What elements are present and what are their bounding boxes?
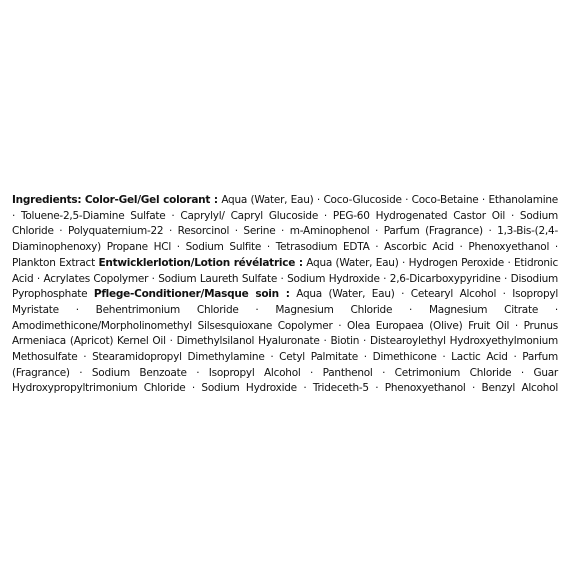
color-gel-ingredients: Aqua (Water, Eau) · Coco-Glucoside · Coco-Betaine · Ethanolamine · Toluene-2,5-Diamine Sulfate · Caprylyl/ Capryl Glucoside · PEG-60 Hydrogenated Castor Oil · Sodium Chloride · Polyquaternium-22 · Resorcinol · Serine · m-Aminophenol · Parfum (Fragrance) · 1,3-Bis-(2,4-Diaminophenoxy) Propane HCl · Sodium Sulfite · Tetrasodium EDTA · Ascorbic Acid · Phenoxyethanol · Plankton Extract: [12, 194, 558, 269]
conditioner-ingredients: Aqua (Water, Eau) · Cetearyl Alcohol · Isopropyl Myristate · Behentrimonium Chloride · Magnesium Chloride · Magnesium Citrate · Amodimethicone/Morpholinomethyl Silsesquioxane Copolymer · Olea Europaea (Olive) Fruit Oil · Prunus Armeniaca (Apricot) Kernel Oil · Dimethylsilanol Hyaluronate · Biotin · Distearoylethyl Hydroxyethylmonium Methosulfate · Stearamidopropyl Dimethylamine · Cetyl Palmitate · Dimethicone · Lactic Acid · Parfum (Fragrance) · Sodium Benzoate · Isopropyl Alcohol · Panthenol · Cetrimonium Chloride · Guar Hydroxypropyltrimonium Chloride · Sodium Hydroxide · Trideceth-5 · Phenoxyethanol · Benzyl Alcohol: [12, 288, 558, 395]
ingredients-heading: Ingredients:: [12, 194, 82, 206]
developer-lotion-label: Entwicklerlotion/Lotion révélatrice :: [98, 256, 303, 269]
developer-lotion-ingredients: Aqua (Water, Eau) · Hydrogen Peroxide · Etidronic Acid · Acrylates Copolymer · Sodium Laureth Sulfate · Sodium Hydroxide · 2,6-Dicarboxypyridine · Disodium Pyrophosphate: [12, 256, 558, 301]
color-gel-label: Color-Gel/Gel colorant :: [84, 194, 218, 206]
conditioner-label: Pflege-Conditioner/Masque soin :: [93, 288, 290, 301]
ingredients-paragraph: [12, 193, 558, 397]
